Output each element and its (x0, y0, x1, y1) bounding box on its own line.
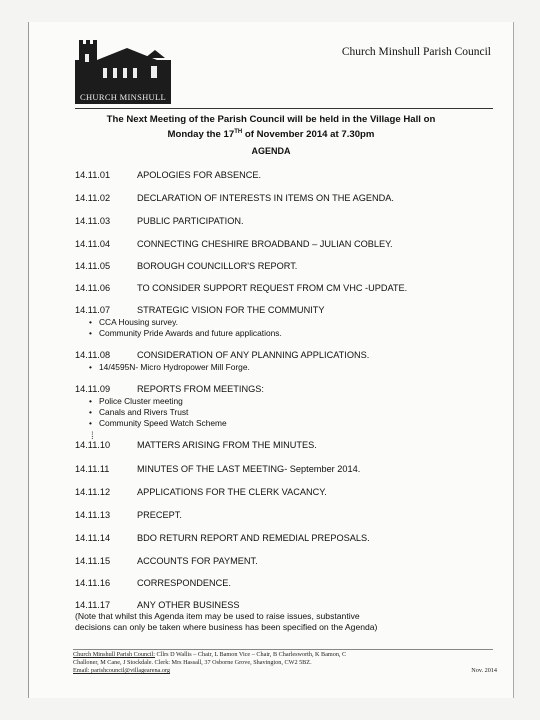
note-line-1: (Note that whilst this Agenda item may be used to raise issues, substantive (75, 611, 360, 621)
item-title: PUBLIC PARTICIPATION. (137, 216, 244, 226)
item-number: 14.11.08 (75, 350, 111, 360)
item-title: APPLICATIONS FOR THE CLERK VACANCY. (137, 487, 327, 497)
note-line-2: decisions can only be taken where business has been specified on the Agenda) (75, 621, 378, 632)
item-number: 14.11.16 (75, 578, 111, 588)
item-number: 14.11.12 (75, 487, 111, 497)
item-title: CONNECTING CHESHIRE BROADBAND – JULIAN COBLEY. (137, 239, 393, 249)
sub-item: • Community Pride Awards and future applications. (99, 328, 282, 338)
agenda-page (28, 22, 514, 698)
item-number: 14.11.03 (75, 216, 111, 226)
item-number: 14.11.11 (75, 464, 110, 474)
sub-item: • 14/4595N- Micro Hydropower Mill Forge. (99, 362, 250, 372)
item-title: BDO RETURN REPORT AND REMEDIAL PREPOSALS. (137, 533, 370, 543)
sub-item: • Canals and Rivers Trust (99, 407, 188, 417)
meeting-notice (29, 114, 513, 141)
logo-caption: CHURCH MINSHULL (75, 91, 171, 104)
item-number: 14.11.02 (75, 193, 111, 203)
item-number: 14.11.10 (75, 440, 111, 450)
aob-note (75, 611, 495, 632)
footer-divider (73, 649, 493, 650)
item-number: 14.11.17 (75, 600, 111, 610)
item-number: 14.11.06 (75, 283, 111, 293)
footer-date: Nov. 2014 (471, 667, 497, 674)
footer-label: Church Minshull Parish Council: (73, 651, 155, 658)
item-title: BOROUGH COUNCILLOR'S REPORT. (137, 261, 298, 271)
item-title: DECLARATION OF INTERESTS IN ITEMS ON THE AGENDA. (137, 193, 394, 203)
item-number: 14.11.07 (75, 305, 111, 315)
footer-line-2: Challoner, M Cane, J Stockdale. Clerk: Mrs Hassall, 37 Osborne Grove, Shavington, CW2 5BZ. (73, 659, 312, 666)
item-title: MINUTES OF THE LAST MEETING- September 2014. (137, 464, 361, 474)
sub-item: • Police Cluster meeting (99, 396, 183, 406)
item-number: 14.11.13 (75, 510, 111, 520)
item-title: APOLOGIES FOR ABSENCE. (137, 170, 262, 180)
footer (73, 651, 497, 675)
footer-line-1: Church Minshull Parish Council: Cllrs D Wallis – Chair, L Bamon Vice – Chair, B Charlesworth, K Bamon, C (73, 651, 347, 658)
item-title: MATTERS ARISING FROM THE MINUTES. (137, 440, 317, 450)
item-title: CONSIDERATION OF ANY PLANNING APPLICATIONS. (137, 350, 370, 360)
item-number: 14.11.15 (75, 556, 111, 566)
item-title: ACCOUNTS FOR PAYMENT. (137, 556, 258, 566)
footer-email: Email: parishcouncil@villagearena.org (73, 667, 170, 674)
item-title: STRATEGIC VISION FOR THE COMMUNITY (137, 305, 325, 315)
agenda-title: AGENDA (251, 146, 291, 156)
item-number: 14.11.14 (75, 533, 111, 543)
margin-mark: ⁞ (91, 431, 94, 442)
notice-line-1: The Next Meeting of the Parish Council will be held in the Village Hall on (106, 114, 436, 125)
item-number: 14.11.05 (75, 261, 111, 271)
item-title: TO CONSIDER SUPPORT REQUEST FROM CM VHC -UPDATE. (137, 283, 408, 293)
sub-item: • CCA Housing survey. (99, 317, 178, 327)
church-logo (75, 40, 171, 104)
council-name-heading: Church Minshull Parish Council (341, 46, 491, 58)
item-number: 14.11.01 (75, 170, 111, 180)
header-divider (75, 108, 493, 109)
item-title: ANY OTHER BUSINESS (137, 600, 240, 610)
item-title: PRECEPT. (137, 510, 182, 520)
church-silhouette-icon (75, 40, 171, 92)
item-number: 14.11.04 (75, 239, 111, 249)
item-title: REPORTS FROM MEETINGS: (137, 384, 264, 394)
item-number: 14.11.09 (75, 384, 111, 394)
sub-item: • Community Speed Watch Scheme (99, 418, 227, 428)
item-title: CORRESPONDENCE. (137, 578, 231, 588)
notice-line-2: Monday the 17TH of November 2014 at 7.30pm (167, 129, 375, 141)
